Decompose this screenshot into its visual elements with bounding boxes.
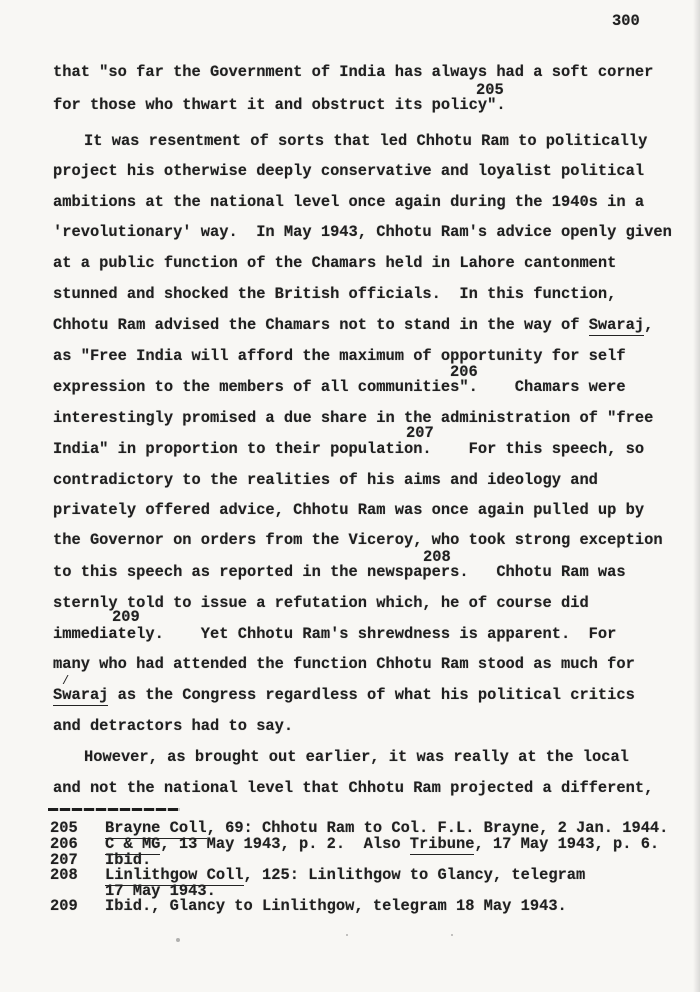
footnote-ref-207: 207 xyxy=(406,424,434,442)
body-line: It was resentment of sorts that led Chhotu Ram to politically xyxy=(84,132,648,150)
footnote-number: 206 xyxy=(50,835,78,853)
body-line: contradictory to the realities of his aims and ideology and xyxy=(53,471,598,489)
scan-speck xyxy=(346,934,348,936)
body-line: the Governor on orders from the Viceroy, who took strong exception xyxy=(53,531,663,549)
body-line: many who had attended the function Chhotu Ram stood as much for xyxy=(53,655,635,673)
footnote-line: 17 May 1943. xyxy=(105,882,216,900)
body-line: as "Free India will afford the maximum of opportunity for self xyxy=(53,347,626,365)
body-line: for those who thwart it and obstruct its policy". xyxy=(53,96,506,114)
body-line: India" in proportion to their population. For this speech, so xyxy=(53,440,645,458)
body-line: stunned and shocked the British officials. In this function, xyxy=(53,285,617,303)
body-line: privately offered advice, Chhotu Ram was once again pulled up by xyxy=(53,501,645,519)
scan-speck xyxy=(176,938,180,942)
footnote-number: 208 xyxy=(50,866,78,884)
body-line: 'revolutionary' way. In May 1943, Chhotu Ram's advice openly given xyxy=(53,223,672,241)
body-line: immediately. Yet Chhotu Ram's shrewdness is apparent. For xyxy=(53,625,617,643)
scan-edge-shadow xyxy=(693,0,700,992)
body-line: and detractors had to say. xyxy=(53,717,294,735)
footnote-line: Linlithgow Coll, 125: Linlithgow to Glancy, telegram xyxy=(105,866,586,884)
body-line: However, as brought out earlier, it was really at the local xyxy=(84,748,629,766)
body-line: to this speech as reported in the newspapers. Chhotu Ram was xyxy=(53,563,626,581)
body-line: Swaraj as the Congress regardless of what his political critics xyxy=(53,686,635,704)
page-number: 300 xyxy=(612,12,640,30)
footnote-number: 209 xyxy=(50,897,78,915)
scan-speck xyxy=(451,934,453,936)
footnote-line: Ibid., Glancy to Linlithgow, telegram 18 May 1943. xyxy=(105,897,567,915)
footnote-line: Brayne Coll, 69: Chhotu Ram to Col. F.L. Brayne, 2 Jan. 1944. xyxy=(105,819,669,837)
footnote-ref-206: 206 xyxy=(450,363,478,381)
stray-mark: / xyxy=(62,674,70,688)
body-line: that "so far the Government of India has always had a soft corner xyxy=(53,63,654,81)
body-line: and not the national level that Chhotu Ram projected a different, xyxy=(53,779,654,797)
footnote-separator xyxy=(48,808,180,811)
body-line: sternly told to issue a refutation which, he of course did xyxy=(53,594,589,612)
body-line: Chhotu Ram advised the Chamars not to stand in the way of Swaraj, xyxy=(53,316,654,334)
body-line: interestingly promised a due share in the administration of "free xyxy=(53,409,654,427)
footnote-line: C & MG, 13 May 1943, p. 2. Also Tribune, 17 May 1943, p. 6. xyxy=(105,835,660,853)
body-line: at a public function of the Chamars held in Lahore cantonment xyxy=(53,254,617,272)
footnote-ref-205: 205 xyxy=(476,81,504,99)
footnote-line: Ibid. xyxy=(105,851,152,869)
body-line: expression to the members of all communities". Chamars were xyxy=(53,378,626,396)
footnote-number: 207 xyxy=(50,851,78,869)
body-line: project his otherwise deeply conservative and loyalist political xyxy=(53,162,645,180)
body-line: ambitions at the national level once again during the 1940s in a xyxy=(53,193,645,211)
footnote-ref-208: 208 xyxy=(423,548,451,566)
footnote-number: 205 xyxy=(50,819,78,837)
footnote-ref-209: 209 xyxy=(112,608,140,626)
